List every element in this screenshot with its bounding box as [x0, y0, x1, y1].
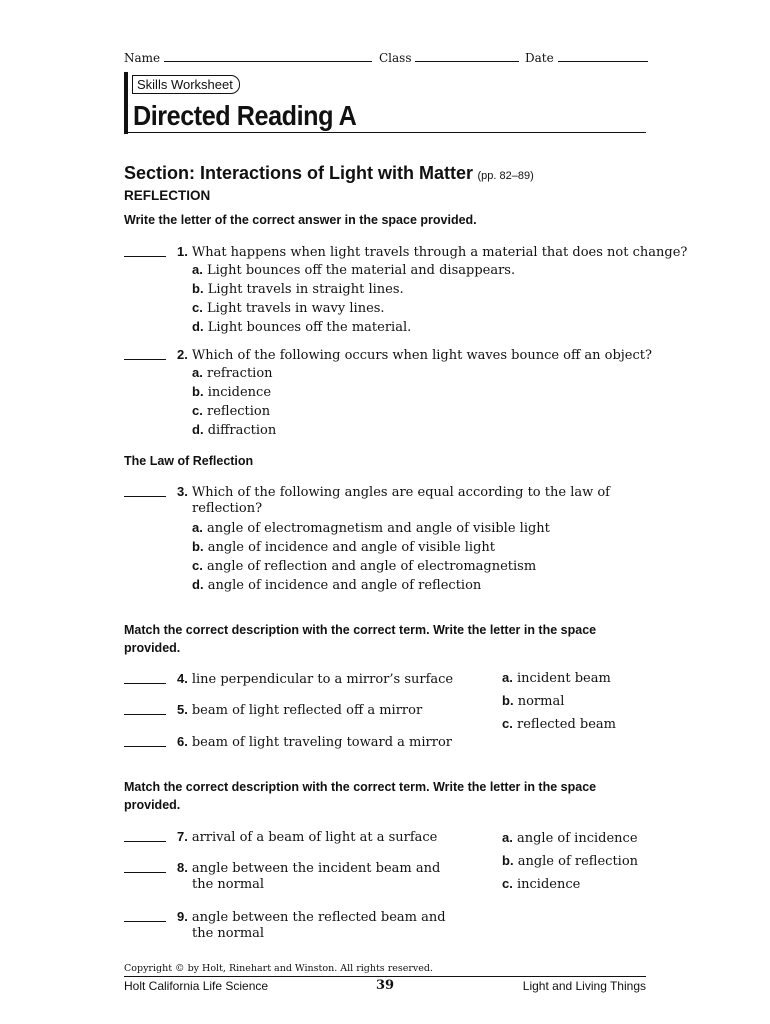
match-instruction-1: Match the correct description with the correct term. Write the letter in the space provided.: [124, 623, 597, 655]
date-blank[interactable]: [558, 61, 648, 62]
match-item-8-cont: the normal: [192, 877, 265, 892]
option-d: d. diffraction: [192, 422, 277, 438]
option-b: b. incidence: [192, 384, 272, 400]
match-term-a: a. incident beam: [502, 670, 611, 686]
question-number: 3.: [177, 484, 188, 499]
section-subheading: REFLECTION: [124, 188, 211, 203]
options-1: [192, 261, 515, 337]
option-a: a. angle of electromagnetism and angle of visible light: [192, 520, 550, 536]
answer-blank-9[interactable]: [124, 921, 166, 922]
answer-blank-7[interactable]: [124, 841, 166, 842]
answer-blank-5[interactable]: [124, 714, 166, 715]
name-blank[interactable]: [164, 61, 372, 62]
title-bar: [124, 72, 128, 134]
section-title: Section: Interactions of Light with Matter: [124, 163, 474, 183]
question-2: [177, 346, 652, 364]
title-rule: [124, 132, 646, 133]
law-heading: The Law of Reflection: [124, 454, 254, 468]
options-2: [192, 364, 276, 440]
match-item-5: 5. beam of light reflected off a mirror: [177, 702, 423, 718]
instruction: Write the letter of the correct answer in the space provided.: [124, 213, 477, 227]
match2-term-a: a. angle of incidence: [502, 830, 638, 846]
option-b: b. Light travels in straight lines.: [192, 281, 404, 297]
match2-term-c: c. incidence: [502, 876, 581, 892]
class-field: [379, 51, 519, 65]
match2-term-b: b. angle of reflection: [502, 853, 639, 869]
name-label: Name: [124, 51, 161, 65]
question-number: 1.: [177, 244, 188, 259]
footer-rule: [124, 976, 646, 977]
answer-blank-4[interactable]: [124, 683, 166, 684]
answer-blank-8[interactable]: [124, 872, 166, 873]
option-c: c. reflection: [192, 403, 271, 419]
page-number: 39: [376, 978, 395, 993]
match-item-7: 7. arrival of a beam of light at a surface: [177, 829, 438, 845]
match-term-b: b. normal: [502, 693, 565, 709]
section-pages: (pp. 82–89): [477, 170, 534, 182]
match-instruction-2: Match the correct description with the correct term. Write the letter in the space provided.: [124, 780, 597, 812]
option-d: d. angle of incidence and angle of reflection: [192, 577, 482, 593]
date-label: Date: [525, 51, 554, 65]
answer-blank-2[interactable]: [124, 359, 166, 360]
match-item-4: 4. line perpendicular to a mirror’s surface: [177, 671, 454, 687]
name-field: [124, 51, 372, 65]
question-3: [177, 483, 610, 501]
match-term-c: c. reflected beam: [502, 716, 617, 732]
answer-blank-3[interactable]: [124, 496, 166, 497]
option-c: c. Light travels in wavy lines.: [192, 300, 385, 316]
question-text: Which of the following angles are equal according to the law of: [191, 485, 610, 500]
match-item-8: 8. angle between the incident beam and: [177, 860, 441, 876]
date-field: [525, 51, 648, 65]
question-text: What happens when light travels through a material that does not change?: [191, 245, 688, 260]
question-text-cont: reflection?: [192, 501, 263, 516]
match-item-6: 6. beam of light traveling toward a mirror: [177, 734, 453, 750]
option-d: d. Light bounces off the material.: [192, 319, 412, 335]
question-number: 2.: [177, 347, 188, 362]
option-b: b. angle of incidence and angle of visible light: [192, 539, 496, 555]
copyright: Copyright © by Holt, Rinehart and Winston. All rights reserved.: [124, 963, 433, 974]
footer-unit: Light and Living Things: [522, 979, 646, 993]
worksheet-tag: Skills Worksheet: [132, 75, 240, 94]
class-label: Class: [379, 51, 412, 65]
class-blank[interactable]: [415, 61, 519, 62]
option-c: c. angle of reflection and angle of electromagnetism: [192, 558, 537, 574]
options-3: [192, 519, 550, 595]
page-title: Directed Reading A: [133, 100, 357, 131]
answer-blank-1[interactable]: [124, 256, 166, 257]
match-item-9: 9. angle between the reflected beam and: [177, 909, 446, 925]
answer-blank-6[interactable]: [124, 746, 166, 747]
footer-book: Holt California Life Science: [124, 979, 269, 993]
match-item-9-cont: the normal: [192, 926, 265, 941]
section-heading: [124, 163, 534, 184]
question-1: [177, 243, 687, 261]
question-text: Which of the following occurs when light waves bounce off an object?: [191, 348, 652, 363]
option-a: a. refraction: [192, 365, 273, 381]
option-a: a. Light bounces off the material and disappears.: [192, 262, 516, 278]
